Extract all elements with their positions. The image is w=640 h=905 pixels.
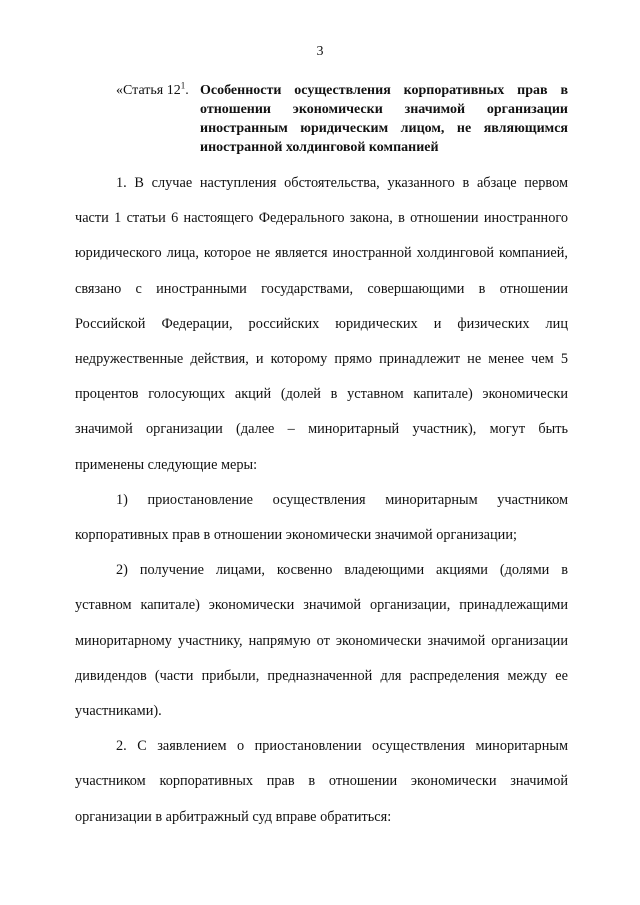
article-label bbox=[116, 81, 200, 100]
paragraph-part-2: 2. С заявлением о приостановлении осуществления миноритарным участником корпоративных прав в отношении экономически значимой организации в арбитражный суд вправе обратиться: bbox=[75, 738, 568, 825]
article-label-prefix: «Статья 12 bbox=[116, 83, 181, 98]
article-title: Особенности осуществления корпоративных прав в отношении экономически значимой организации иностранным юридическим лицом, не являющимся иностранной холдинговой компанией bbox=[200, 83, 568, 155]
page-number: 3 bbox=[316, 44, 324, 59]
paragraph-item-1: 1) приостановление осуществления миноритарным участником корпоративных прав в отношении экономически значимой организации; bbox=[75, 491, 568, 544]
article-label-suffix: . bbox=[185, 83, 189, 98]
paragraph-item-2: 2) получение лицами, косвенно владеющими акциями (долями в уставном капитале) экономически значимой организации, принадлежащими миноритарному участнику, напрямую от экономически значимой организации дивидендов (части прибыли, предназначенной для распределения между ее участниками). bbox=[75, 562, 568, 720]
article-body bbox=[75, 166, 568, 835]
article-heading bbox=[116, 81, 568, 157]
paragraph-part-1: 1. В случае наступления обстоятельства, указанного в абзаце первом части 1 статьи 6 настоящего Федерального закона, в отношении иностранного юридического лица, которое не является иностранной холдинговой компанией, связано с иностранными государствами, совершающими в отношении Российской Федерации, российских юридических и физических лиц недружественные действия, и которому прямо принадлежит не менее чем 5 процентов голосующих акций (долей в уставном капитале) экономически значимой организации (далее – миноритарный участник), могут быть применены следующие меры: bbox=[75, 175, 568, 473]
article-label-superscript: 1 bbox=[180, 80, 186, 91]
